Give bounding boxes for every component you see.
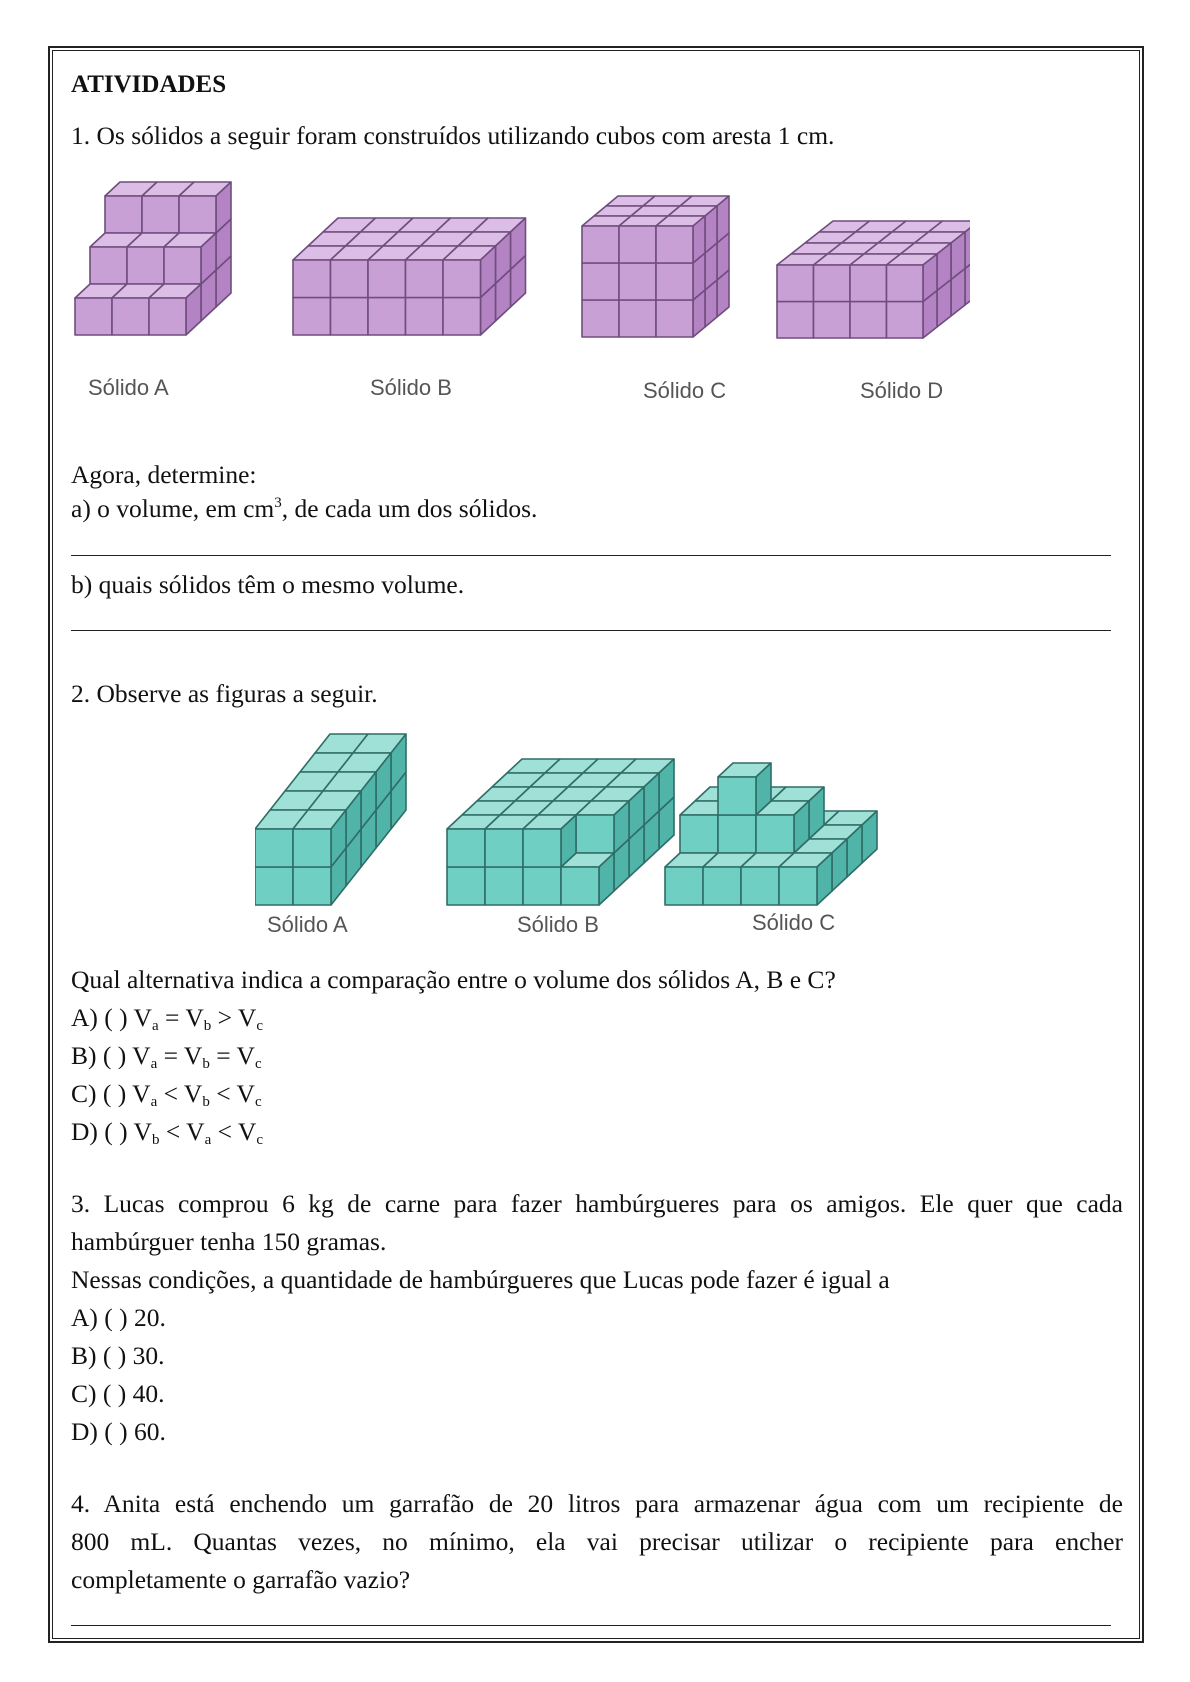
cube-front-face (112, 298, 149, 335)
cube-front-face (293, 260, 331, 298)
q2-solid-a (255, 734, 406, 905)
cube-front-face (368, 260, 406, 298)
cube-front-face (665, 867, 703, 905)
q2-option-c: C) ( ) $V_a < V_b < V_c$ (71, 1079, 262, 1110)
cube-front-face (447, 829, 485, 867)
q4-answer-line (71, 1625, 1111, 1626)
q4-line-1: 4. Anita está enchendo um garrafão de 20 litros para armazenar água com um recipiente de (71, 1489, 1123, 1518)
cube-front-face (850, 302, 887, 339)
q2-option-b: B) ( ) $V_a = V_b = V_c$ (71, 1041, 262, 1072)
q3-option-b: B) ( ) 30. (71, 1341, 165, 1370)
cube-front-face (406, 260, 444, 298)
q4-line-2: 800 mL. Quantas vezes, no mínimo, ela vai precisar utilizar o recipiente para encher (71, 1527, 1123, 1556)
q1-caption-d: Sólido D (860, 378, 944, 403)
cube-front-face (75, 298, 112, 335)
cube-front-face (331, 298, 369, 336)
q1-solid-a (75, 182, 231, 335)
cube-front-face (485, 829, 523, 867)
q3-option-a: A) ( ) 20. (71, 1303, 166, 1332)
q3-line-1: 3. Lucas comprou 6 kg de carne para fazer hambúrgueres para os amigos. Ele quer que cada (71, 1189, 1123, 1218)
cube-front-face (179, 196, 216, 233)
cube-front-face (368, 298, 406, 336)
cube-front-face (331, 260, 369, 298)
cube-front-face (777, 265, 814, 302)
q4-line-3: completamente o garrafão vazio? (71, 1565, 411, 1594)
cube-front-face (142, 196, 179, 233)
q1-answer-line-b (71, 630, 1111, 631)
cube-front-face (447, 867, 485, 905)
cube-front-face (164, 247, 201, 284)
cube-front-face (814, 265, 851, 302)
cube-front-face (814, 302, 851, 339)
cube-front-face (293, 867, 331, 905)
cube-front-face (90, 247, 127, 284)
cube-front-face (582, 263, 619, 300)
q1-prompt: Agora, determine: (71, 460, 257, 489)
q3-option-c: C) ( ) 40. (71, 1379, 165, 1408)
cube-front-face (293, 298, 331, 336)
q2-figure (255, 725, 955, 945)
cube-front-face (561, 867, 599, 905)
cube-front-face (779, 867, 817, 905)
q1-answer-line-a (71, 555, 1111, 556)
q1-caption-c: Sólido C (643, 378, 727, 403)
q2-caption-c: Sólido C (752, 910, 836, 935)
cube-front-face (582, 300, 619, 337)
cube-front-face (255, 867, 293, 905)
cube-front-face (718, 815, 756, 853)
q1-solid-d (777, 221, 970, 338)
q2-statement: 2. Observe as figuras a seguir. (71, 679, 378, 708)
cube-front-face (582, 226, 619, 263)
cube-front-face (523, 867, 561, 905)
cube-front-face (443, 298, 481, 336)
q2-option-d: D) ( ) $V_b < V_a < V_c$ (71, 1117, 264, 1148)
cube-front-face (619, 300, 656, 337)
q2-option-a: A) ( ) $V_a = V_b > V_c$ (71, 1003, 264, 1034)
q2-solid-c (665, 763, 877, 905)
q1-solid-c (582, 196, 729, 337)
cube-front-face (887, 265, 924, 302)
q1-statement: 1. Os sólidos a seguir foram construídos utilizando cubos com aresta 1 cm. (71, 121, 835, 150)
cube-front-face (680, 815, 718, 853)
cube-front-face (656, 263, 693, 300)
q1-figure (70, 165, 970, 410)
cube-front-face (149, 298, 186, 335)
cube-front-face (255, 829, 293, 867)
cube-front-face (406, 298, 444, 336)
cube-front-face (443, 260, 481, 298)
cube-front-face (887, 302, 924, 339)
q1-caption-b: Sólido B (370, 375, 452, 400)
cube-front-face (756, 815, 794, 853)
q2-solid-b (447, 759, 674, 905)
cube-front-face (656, 300, 693, 337)
cube-front-face (741, 867, 779, 905)
cube-front-face (619, 263, 656, 300)
q1-item-b: b) quais sólidos têm o mesmo volume. (71, 570, 465, 599)
cube-front-face (777, 302, 814, 339)
q3-line-3: Nessas condições, a quantidade de hambúrgueres que Lucas pode fazer é igual a (71, 1265, 890, 1294)
cube-front-face (293, 829, 331, 867)
cube-front-face (619, 226, 656, 263)
cube-front-face (718, 777, 756, 815)
q2-question: Qual alternativa indica a comparação entre o volume dos sólidos A, B e C? (71, 965, 836, 994)
q3-option-d: D) ( ) 60. (71, 1417, 166, 1446)
q1-item-a: a) o volume, em $cm^3$, de cada um dos sólidos. (71, 494, 538, 523)
q3-line-2: hambúrguer tenha 150 gramas. (71, 1227, 387, 1256)
cube-front-face (105, 196, 142, 233)
q2-caption-a: Sólido A (267, 912, 348, 937)
cube-front-face (850, 265, 887, 302)
cube-front-face (485, 867, 523, 905)
cube-front-face (523, 829, 561, 867)
cube-front-face (703, 867, 741, 905)
cube-front-face (127, 247, 164, 284)
page-heading: ATIVIDADES (71, 71, 227, 98)
cube-front-face (576, 815, 614, 853)
q1-solid-b (293, 218, 526, 335)
cube-front-face (656, 226, 693, 263)
q1-caption-a: Sólido A (88, 375, 169, 400)
q2-caption-b: Sólido B (517, 912, 599, 937)
